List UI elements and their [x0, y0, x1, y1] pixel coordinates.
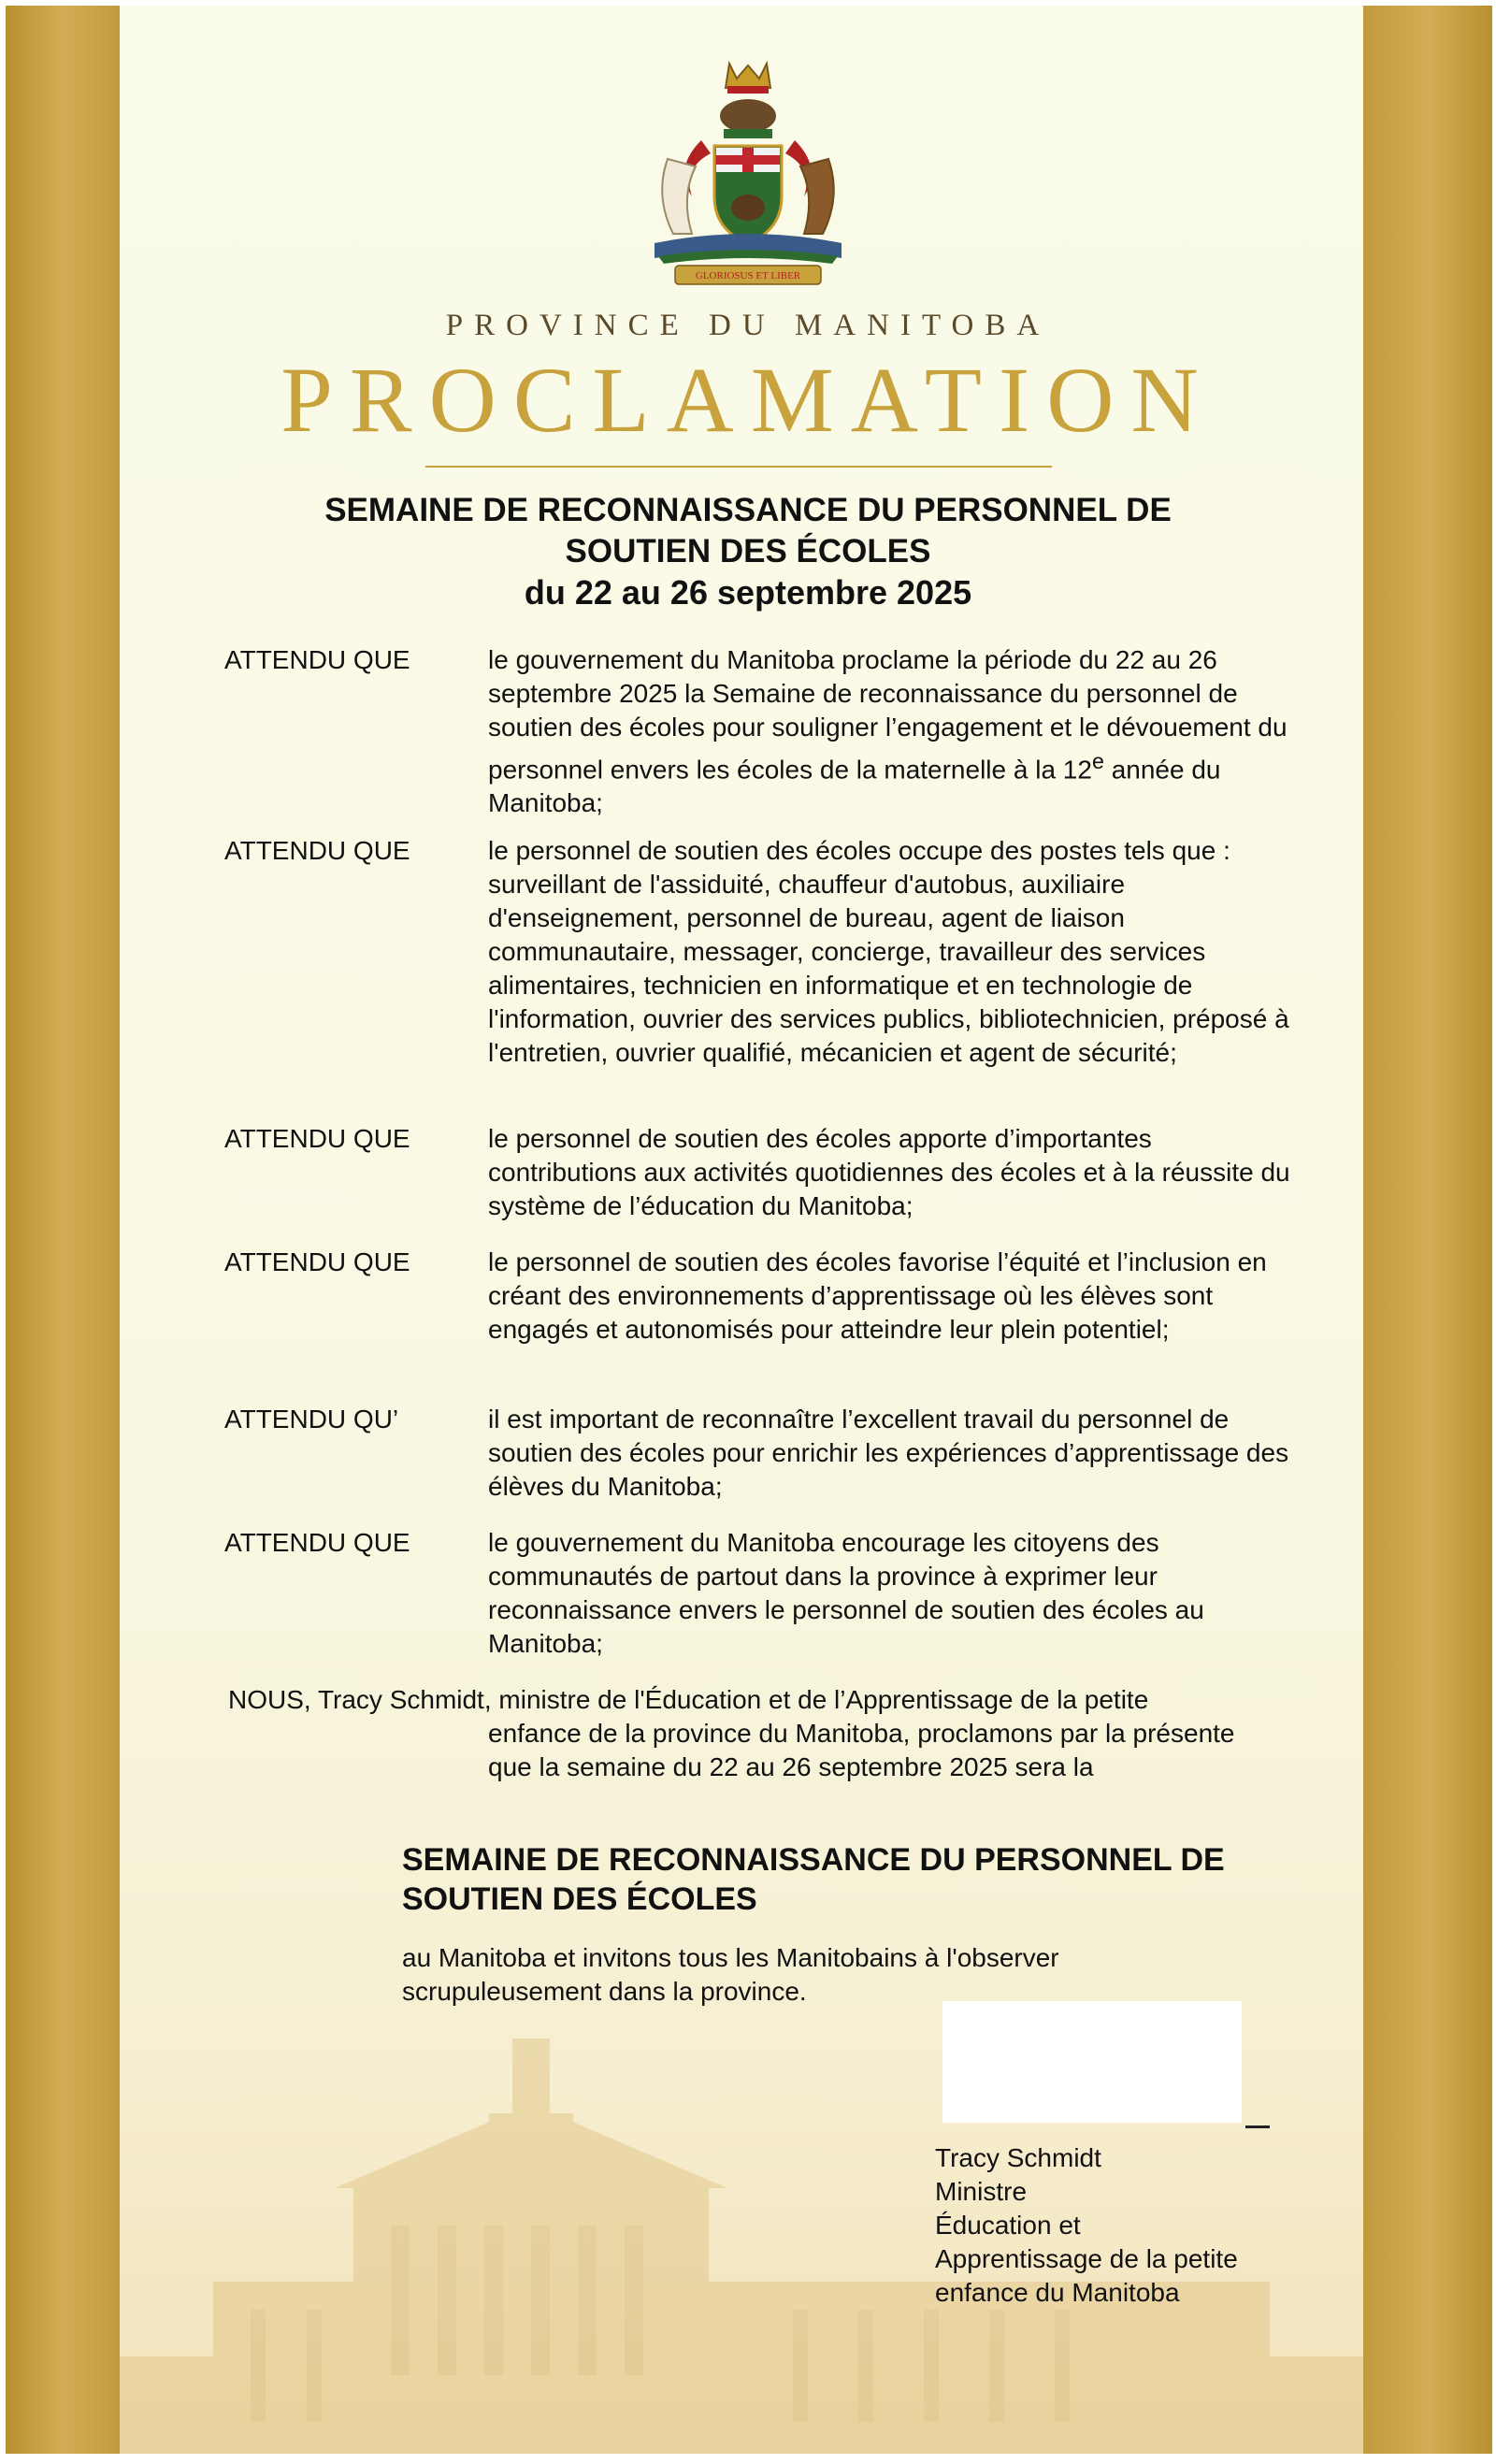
statement-first-line: NOUS, Tracy Schmidt, ministre de l'Éducation et de l’Apprentissage de la petite: [228, 1685, 1149, 1714]
statement-rest: enfance de la province du Manitoba, proclamons par la présente que la semaine du 22 au 26 septembre 2025 sera la: [488, 1719, 1235, 1781]
signer-role: Ministre: [935, 2177, 1028, 2206]
clause-text: le personnel de soutien des écoles favorise l’équité et l’inclusion en créant des environnements d’apprentissage où les élèves sont engagés et autonomisés pour atteindre leur plein potentiel;: [488, 1247, 1267, 1344]
signature-area: [942, 2001, 1242, 2123]
signer-dept-line-1: Éducation et: [935, 2211, 1081, 2240]
signer-dept-line-2: Apprentissage de la petite: [935, 2244, 1238, 2273]
signer-block: [935, 2141, 1328, 2310]
heading-line-1: SEMAINE DE RECONNAISSANCE DU PERSONNEL DE: [324, 492, 1172, 528]
clause-text: le personnel de soutien des écoles apporte d’importantes contributions aux activités quotidiennes des écoles et à la réussite du système de l’éducation du Manitoba;: [488, 1124, 1290, 1220]
closing-title: SEMAINE DE RECONNAISSANCE DU PERSONNEL DE SOUTIEN DES ÉCOLES: [402, 1842, 1225, 1917]
manitoba-coat-of-arms-icon: [636, 56, 860, 290]
closing-text: au Manitoba et invitons tous les Manitobains à l'observer scrupuleusement dans la province.: [402, 1943, 1059, 2006]
clause-text: le personnel de soutien des écoles occupe des postes tels que : surveillant de l'assiduité, chauffeur d'autobus, auxiliaire d'enseignement, personnel de bureau, agent de liaison communautaire, messager, concierge, travailleur des services alimentaires, technicien en informatique et en technologie de l'information, ouvrier des services publics, bibliotechnicien, préposé à l'entretien, ouvrier qualifié, mécanicien et agent de sécurité;: [488, 836, 1289, 1067]
crest-motto: GLORIOSUS ET LIBER: [695, 270, 801, 281]
clause-lead: ATTENDU QUE: [224, 1247, 410, 1276]
signer-name: Tracy Schmidt: [935, 2143, 1101, 2172]
clause-text-main: le gouvernement du Manitoba proclame la période du 22 au 26 septembre 2025 la Semaine de reconnaissance du personnel de soutien des écoles pour souligner l’engagement et le dévouement du personnel envers les écoles de la maternelle à la 12: [488, 645, 1287, 785]
clause-lead: ATTENDU QUE: [224, 1124, 410, 1153]
proclamation-statement: [228, 1683, 1275, 1784]
signature-line: [1245, 2125, 1270, 2128]
clause-lead: ATTENDU QUE: [224, 1528, 410, 1557]
clause-lead: ATTENDU QUE: [224, 645, 410, 674]
signer-dept-line-3: enfance du Manitoba: [935, 2278, 1180, 2307]
clause-lead: ATTENDU QUE: [224, 836, 410, 865]
proclamation-title: PROCLAMATION: [280, 348, 1216, 452]
heading-line-2: SOUTIEN DES ÉCOLES: [565, 533, 931, 569]
clause-text: [488, 643, 1300, 820]
heading-date: du 22 au 26 septembre 2025: [524, 573, 972, 612]
title-divider: [425, 466, 1052, 468]
proclamation-heading: [187, 490, 1309, 613]
clause-lead: ATTENDU QU’: [224, 1405, 399, 1434]
clause-text-tail: année du Manitoba;: [488, 755, 1221, 818]
clause-text: il est important de reconnaître l’excellent travail du personnel de soutien des écoles pour enrichir les expériences d’apprentissage des élèves du Manitoba;: [488, 1405, 1289, 1501]
province-label: PROVINCE DU MANITOBA: [445, 309, 1051, 342]
clause-text: le gouvernement du Manitoba encourage les citoyens des communautés de partout dans la province à exprimer leur reconnaissance envers le personnel de soutien des écoles au Manitoba;: [488, 1528, 1204, 1658]
clause-text-sup: e: [1091, 749, 1104, 773]
